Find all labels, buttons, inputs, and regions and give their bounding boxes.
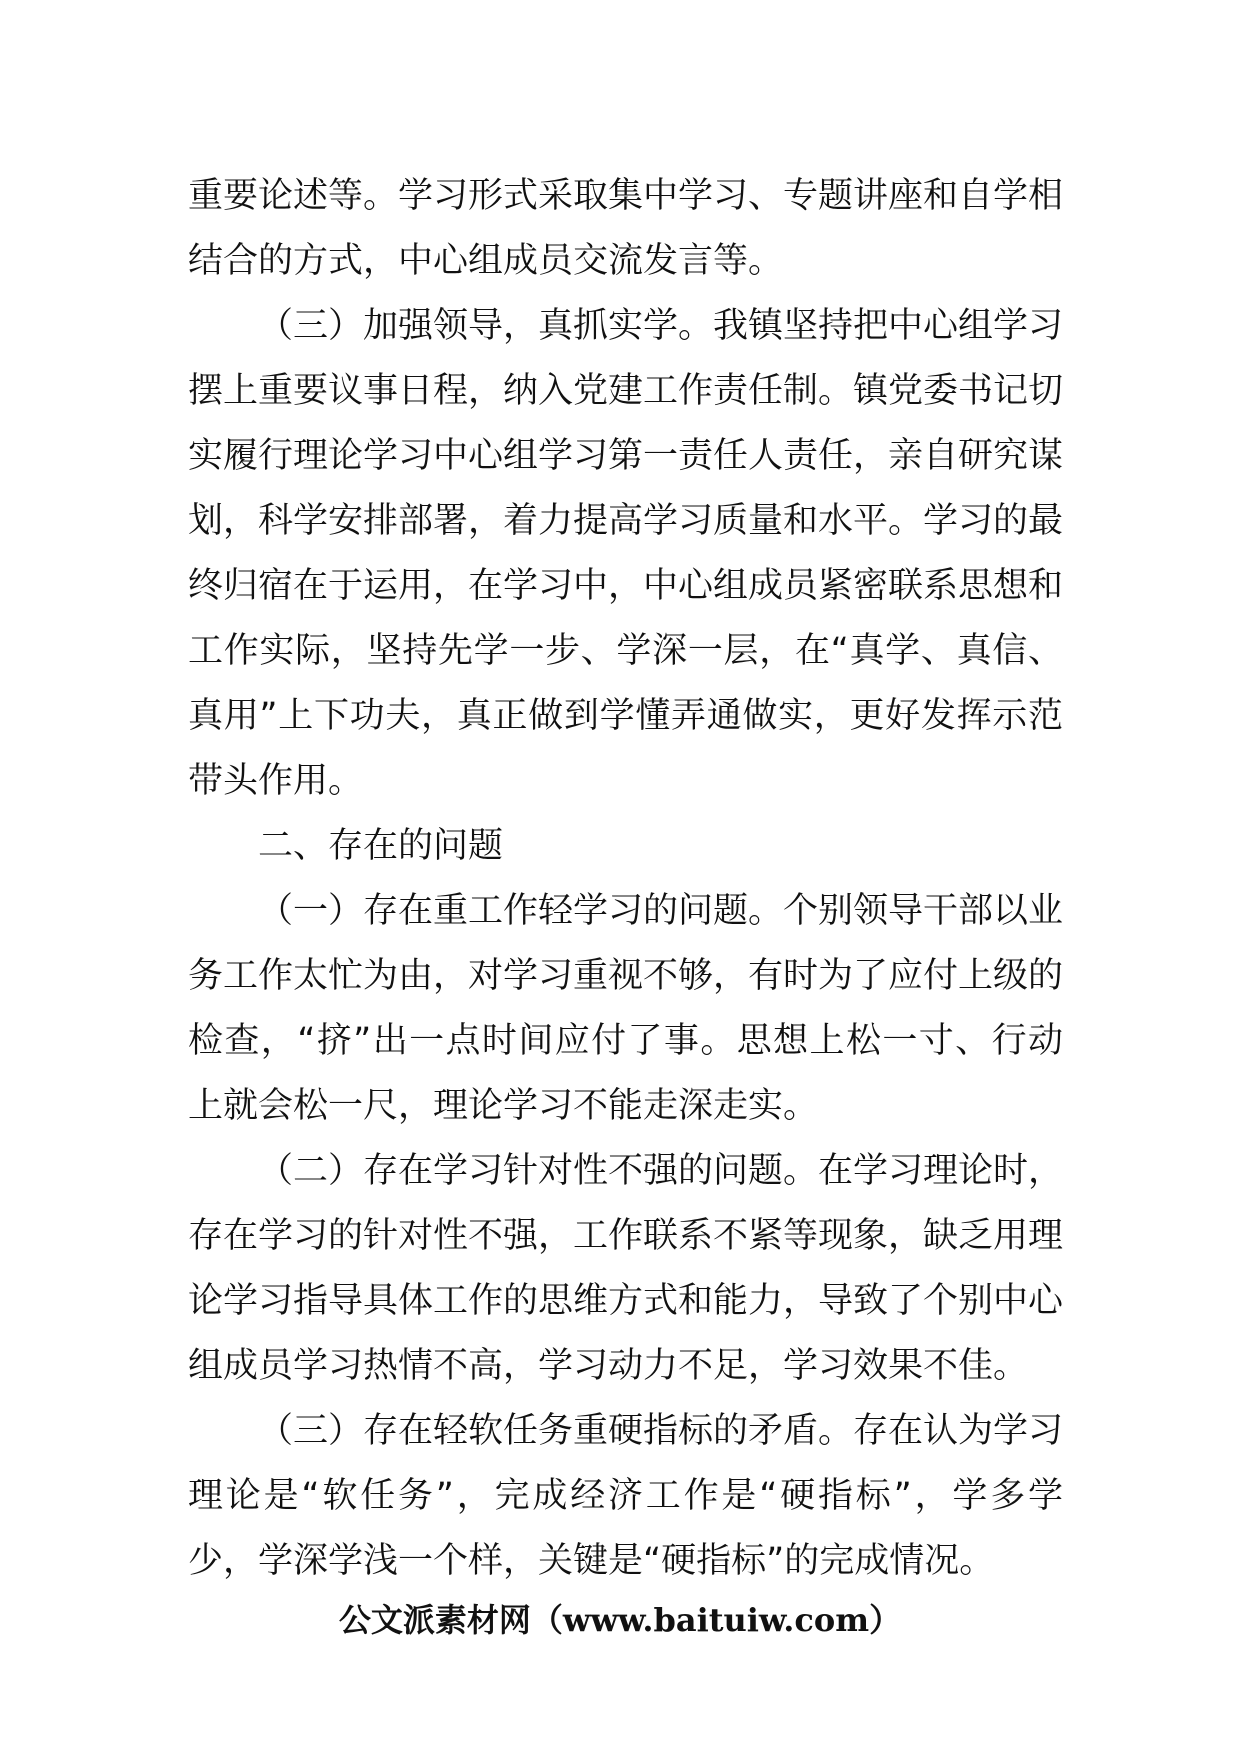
paragraph-problem-2: （二）存在学习针对性不强的问题。在学习理论时，存在学习的针对性不强，工作联系不紧等现象，缺乏用理论学习指导具体工作的思维方式和能力，导致了个别中心组成员学习热情不高，学习动力不足，学习效果不佳。 xyxy=(188,1151,1064,1386)
footer-watermark-text: 公文派素材网（www.baituiw.com） xyxy=(338,1601,902,1639)
paragraph-problem-3: （三）存在轻软任务重硬指标的矛盾。存在认为学习理论是“软任务”，完成经济工作是“硬指标”，学多学少，学深学浅一个样，关键是“硬指标”的完成情况。 xyxy=(188,1411,1064,1581)
paragraph-leadership: （三）加强领导，真抓实学。我镇坚持把中心组学习摆上重要议事日程，纳入党建工作责任制。镇党委书记切实履行理论学习中心组学习第一责任人责任，亲自研究谋划，科学安排部署，着力提高学习质量和水平。学习的最终归宿在于运用，在学习中，中心组成员紧密联系思想和工作实际，坚持先学一步、学深一层，在“真学、真信、真用”上下功夫，真正做到学懂弄通做实，更好发挥示范带头作用。 xyxy=(188,306,1064,801)
paragraph-problem-1: （一）存在重工作轻学习的问题。个别领导干部以业务工作太忙为由，对学习重视不够，有时为了应付上级的检查，“挤”出一点时间应付了事。思想上松一寸、行动上就会松一尺，理论学习不能走深走实。 xyxy=(188,891,1064,1126)
section-heading-problems: 二、存在的问题 xyxy=(258,826,504,866)
document-body xyxy=(188,164,1063,1594)
paragraph-continuation: 重要论述等。学习形式采取集中学习、专题讲座和自学相结合的方式，中心组成员交流发言等。 xyxy=(188,176,1064,281)
